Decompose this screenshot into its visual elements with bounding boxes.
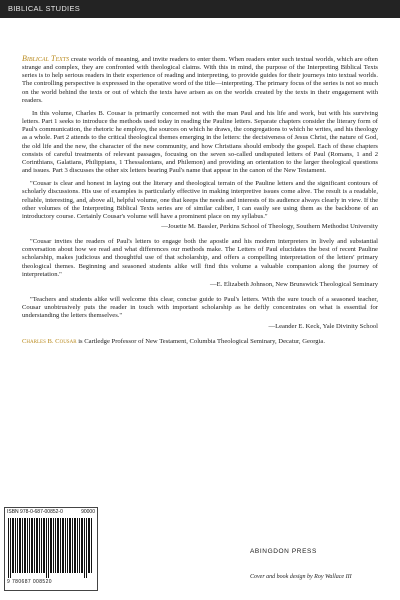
barcode-bars	[8, 518, 94, 578]
header-band	[0, 0, 400, 18]
description-paragraph: In this volume, Charles B. Cousar is primarily concerned not with the man Paul and his life and work, but with his surviving letters. Part 1 seeks to introduce the methods used today in reading the Pauline letters. Separate chapters consider the literary form of Paul's communication, the rhetoric he employs, the sources on which he draws, the congregations to which he writes, and his theology as a whole. Part 2 attends to the critical theological themes emerging in the letters: the decisiveness of Jesus Christ, the nature of God, the old life and the new, the character of the new community, and how Christians should embody the gospel. Each of these chapters consists of careful treatments of relevant passages, focusing on the seven so-called undisputed letters of Paul (Romans, 1 and 2 Corinthians, Galatians, Philippians, 1 Thessalonians, and Philemon) and providing an orientation to the larger theological questions and issues. Part 3 discusses the other six letters bearing Paul's name that appear in the canon of the New Testament.	[22, 109, 378, 175]
isbn-label: ISBN 978-0-687-00852-0 90000	[7, 509, 95, 515]
isbn-barcode	[4, 507, 98, 591]
author-bio-text: is Cartledge Professor of New Testament, Columbia Theological Seminary, Decatur, Georgia.	[76, 337, 325, 345]
endorsement-attribution-2: —E. Elizabeth Johnson, New Brunswick Theological Seminary	[210, 280, 378, 288]
price-code: 90000	[81, 509, 95, 515]
endorsement-quote-2: "Cousar invites the readers of Paul's letters to engage both the apostle and his modern interpreters in lively and substantial conversation about how we read and what differences our methods make. The Letters of Paul elucidates the best of recent Pauline scholarship, makes judicious and thoughtful use of that scholarship, and offers a compelling interpretation of the letters' primary theological themes. Beginning and seasoned students alike will find this volume a valuable companion along the journey of interpretation."	[22, 238, 378, 278]
back-cover-text	[22, 55, 378, 351]
intro-lead: Biblical Texts	[22, 54, 70, 63]
intro-text: create worlds of meaning, and invite readers to enter them. When readers enter such textual worlds, which are often strange and complex, they are confronted with theological claims. With this in mind, the purpose of the Interpreting Biblical Texts series is to help serious readers in their experience of reading and interpreting, to provide guides for their journeys into textual worlds. The controlling perspective is expressed in the operative word of the title—interpreting. The primary focus of the series is not so much on the world behind the texts or out of which the texts have arisen as on the worlds created by the texts in their engagement with readers.	[22, 56, 378, 104]
endorsement-quote-1: "Cousar is clear and honest in laying out the literary and theological terrain of the Pauline letters and the significant contours of scholarly discussions. His use of examples is particularly effective in making interpretive issues come alive. The result is a readable, reliable, interesting, and, above all, helpful volume, one that keeps the needs and interests of its audience always clearly in view. If the other volumes of the Interpreting Biblical Texts series are of similar caliber, I can easily see using them as the backbone of an introductory course. Certainly Cousar's volume will have a prominent place on my syllabus."	[22, 180, 378, 220]
endorsement-attribution-3: —Leander E. Keck, Yale Divinity School	[268, 322, 378, 330]
author-bio	[22, 338, 378, 346]
ean-number: 9 780687 008520	[7, 579, 52, 585]
design-credit: Cover and book design by Roy Wallace III	[250, 574, 352, 580]
publisher-name: ABINGDON PRESS	[250, 548, 317, 555]
category-label: BIBLICAL STUDIES	[8, 4, 81, 13]
intro-paragraph	[22, 55, 378, 105]
endorsement-attribution-1: —Jouette M. Bassler, Perkins School of Theology, Southern Methodist University	[161, 222, 378, 230]
author-name: Charles B. Cousar	[22, 337, 77, 345]
endorsement-quote-3: "Teachers and students alike will welcome this clear, concise guide to Paul's letters. With the sure touch of a seasoned teacher, Cousar unobtrusively puts the reader in touch with important scholarship as he deftly concentrates on what is essential for understanding the letters themselves."	[22, 296, 378, 320]
